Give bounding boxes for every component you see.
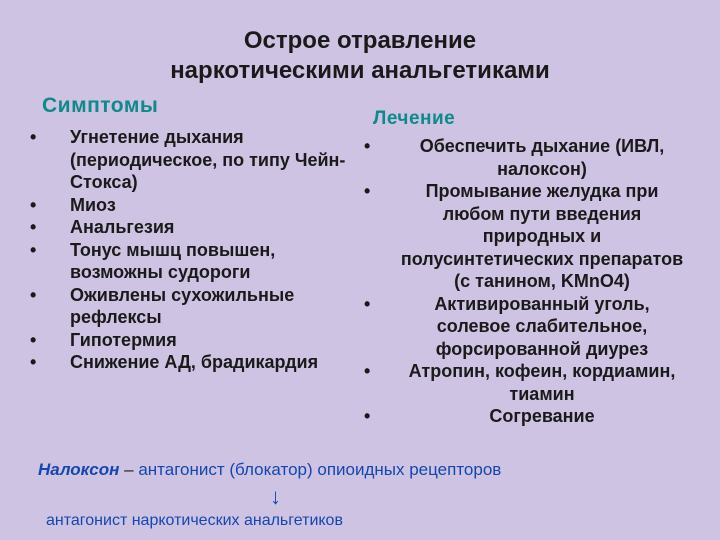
- title-line-1: Острое отравление: [243, 27, 477, 54]
- bullet-icon: •: [364, 293, 371, 314]
- note-dash: –: [119, 460, 139, 479]
- list-item: • Снижение АД, брадикардия: [30, 352, 319, 372]
- list-item: • Анальгезия: [30, 217, 175, 237]
- naloxone-note: [38, 460, 501, 480]
- list-item: • Обеспечить дыхание (ИВЛ, налоксон): [364, 136, 665, 179]
- treatment-heading: Лечение: [373, 108, 456, 129]
- list-item: • Промывание желудка при любом пути введения природных и полусинтетических препаратов (с танином, KMnO4): [364, 181, 684, 291]
- list-item: • Гипотермия: [30, 329, 177, 350]
- list-item: • Активированный уголь, солевое слабительное, форсированной диурез: [364, 293, 650, 359]
- treatment-list: [362, 135, 684, 428]
- bullet-icon: •: [30, 329, 37, 350]
- bullet-icon: •: [30, 194, 37, 215]
- bullet-icon: •: [364, 361, 371, 381]
- bullet-icon: •: [30, 127, 37, 147]
- conclusion-text: антагонист наркотических анальгетиков: [46, 512, 343, 529]
- list-item: • Тонус мышц повышен, возможны судороги: [30, 239, 276, 282]
- slide-title: [0, 26, 720, 86]
- symptoms-heading: Симптомы: [42, 94, 159, 117]
- title-line-2: наркотическими анальгетиками: [170, 57, 550, 84]
- naloxone-term: Налоксон: [38, 460, 120, 479]
- list-item: • Угнетение дыхания (периодическое, по типу Чейн-Стокса): [30, 127, 346, 192]
- bullet-icon: •: [30, 284, 37, 305]
- symptoms-list: [30, 126, 360, 374]
- arrow-down-icon: ↓: [270, 484, 281, 509]
- bullet-icon: •: [364, 406, 371, 426]
- list-item: • Согревание: [364, 406, 595, 426]
- bullet-icon: •: [364, 136, 371, 156]
- bullet-icon: •: [30, 352, 37, 372]
- list-item: • Миоз: [30, 194, 116, 215]
- bullet-icon: •: [364, 181, 371, 201]
- bullet-icon: •: [30, 239, 37, 260]
- list-item: • Оживлены сухожильные рефлексы: [30, 284, 295, 327]
- naloxone-definition: антагонист (блокатор) опиоидных рецепторов: [138, 460, 502, 479]
- list-item: • Атропин, кофеин, кордиамин, тиамин: [364, 361, 676, 404]
- bullet-icon: •: [30, 217, 37, 237]
